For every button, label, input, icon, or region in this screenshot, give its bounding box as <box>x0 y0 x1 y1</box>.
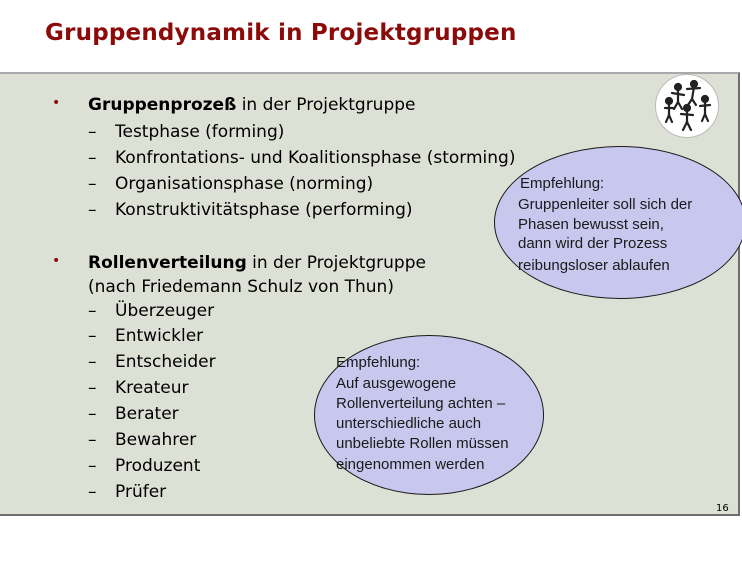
page-number: 16 <box>716 503 729 514</box>
section-subheading: (nach Friedemann Schulz von Thun) <box>88 277 394 297</box>
dash-marker: – <box>88 122 97 142</box>
section-heading-gruppenprozess <box>88 95 416 115</box>
group-people-icon <box>655 74 719 138</box>
callout-phases-line-1: Empfehlung: <box>520 175 605 192</box>
callout-roles-line-1: Empfehlung: <box>336 354 421 371</box>
heading-rest: in der Projektgruppe <box>236 95 416 115</box>
dash-marker: – <box>88 148 97 168</box>
bullet-marker: • <box>52 253 61 269</box>
list-item: Berater <box>115 404 179 424</box>
callout-phases-line-4: dann wird der Prozess <box>518 235 668 252</box>
dash-marker: – <box>88 456 97 476</box>
list-item: Kreateur <box>115 378 189 398</box>
dash-marker: – <box>88 200 97 220</box>
dash-marker: – <box>88 326 97 346</box>
list-item: Organisationsphase (norming) <box>115 174 374 194</box>
list-item: Überzeuger <box>115 301 215 321</box>
dash-marker: – <box>88 352 97 372</box>
heading-bold: Rollenverteilung <box>88 253 247 273</box>
callout-roles-line-2: Auf ausgewogene <box>336 375 457 392</box>
list-item: Entwickler <box>115 326 204 346</box>
dash-marker: – <box>88 174 97 194</box>
callout-phases-line-3: Phasen bewusst sein, <box>518 216 664 233</box>
list-item: Konfrontations- und Koalitionsphase (storming) <box>115 148 516 168</box>
list-item: Bewahrer <box>115 430 197 450</box>
list-item: Entscheider <box>115 352 216 372</box>
dash-marker: – <box>88 301 97 321</box>
heading-bold: Gruppenprozeß <box>88 95 237 115</box>
dash-marker: – <box>88 430 97 450</box>
bullet-marker: • <box>52 95 61 111</box>
list-item: Konstruktivitätsphase (performing) <box>115 200 413 220</box>
callout-roles-line-3: Rollenverteilung achten – <box>336 395 506 412</box>
dash-marker: – <box>88 482 97 502</box>
callout-roles-line-4: unterschiedliche auch <box>336 415 482 432</box>
slide-title: Gruppendynamik in Projektgruppen <box>45 20 517 46</box>
callout-phases-line-2: Gruppenleiter soll sich der <box>518 196 693 213</box>
list-item: Prüfer <box>115 482 167 502</box>
list-item: Produzent <box>115 456 201 476</box>
list-item: Testphase (forming) <box>115 122 285 142</box>
callout-phases-line-5: reibungsloser ablaufen <box>518 257 670 274</box>
dash-marker: – <box>88 378 97 398</box>
dash-marker: – <box>88 404 97 424</box>
callout-roles-line-6: eingenommen werden <box>336 456 485 473</box>
section-heading-rollenverteilung <box>88 253 426 273</box>
callout-roles-line-5: unbeliebte Rollen müssen <box>336 435 509 452</box>
heading-rest: in der Projektgruppe <box>246 253 426 273</box>
